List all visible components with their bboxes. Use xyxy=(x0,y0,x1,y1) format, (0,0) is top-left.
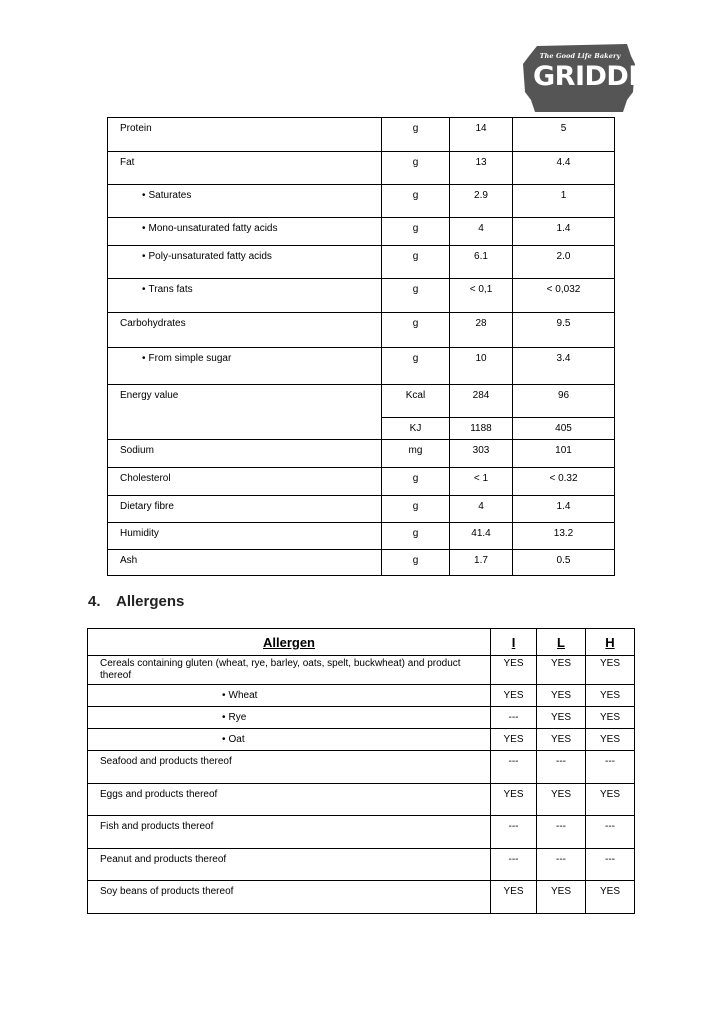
nutrient-row xyxy=(108,118,615,152)
nutrient-unit: g xyxy=(382,313,450,348)
nutrient-value-per-portion: 3.4 xyxy=(513,348,615,385)
allergen-presence-h: YES xyxy=(586,784,635,816)
section-title: Allergens xyxy=(116,593,185,610)
nutrient-unit: g xyxy=(382,279,450,313)
nutrient-value-per-portion: 1.4 xyxy=(513,496,615,523)
bullet-icon: • xyxy=(222,712,226,723)
nutrient-label xyxy=(108,152,382,185)
allergen-presence-i: --- xyxy=(491,707,537,729)
nutrient-name: Dietary fibre xyxy=(120,501,174,512)
allergen-presence-h: YES xyxy=(586,656,635,685)
nutrient-name: Trans fats xyxy=(148,284,193,295)
allergen-table xyxy=(87,628,635,914)
allergen-name: Seafood and products thereof xyxy=(100,756,232,767)
allergen-name: Fish and products thereof xyxy=(100,821,214,832)
allergen-label xyxy=(88,849,491,881)
allergen-presence-l: --- xyxy=(537,816,586,849)
allergen-row xyxy=(88,881,635,914)
allergen-presence-l: YES xyxy=(537,729,586,751)
nutrient-value-per-portion: 101 xyxy=(513,440,615,468)
allergen-presence-i: --- xyxy=(491,849,537,881)
nutrient-label xyxy=(108,550,382,576)
energy-kj-per-portion: 405 xyxy=(513,418,615,440)
nutrient-label xyxy=(108,218,382,246)
nutrient-row xyxy=(108,185,615,218)
nutrient-value-per-100g: 13 xyxy=(450,152,513,185)
nutrient-name: Fat xyxy=(120,157,135,168)
allergen-label xyxy=(88,685,491,707)
allergen-presence-l: YES xyxy=(537,707,586,729)
allergen-row xyxy=(88,751,635,784)
nutrient-value-per-100g: 6.1 xyxy=(450,246,513,279)
nutrient-label xyxy=(108,468,382,496)
allergen-row xyxy=(88,707,635,729)
nutrient-unit: g xyxy=(382,348,450,385)
nutrient-name: Saturates xyxy=(148,190,192,201)
nutrient-unit: g xyxy=(382,496,450,523)
allergen-presence-l: YES xyxy=(537,784,586,816)
allergen-row xyxy=(88,849,635,881)
section-number: 4. xyxy=(88,593,101,610)
nutrient-value-per-100g: 4 xyxy=(450,218,513,246)
nutrient-label xyxy=(108,440,382,468)
allergen-presence-l: YES xyxy=(537,881,586,914)
allergen-presence-h: --- xyxy=(586,816,635,849)
allergen-header-allergen: Allergen xyxy=(88,629,491,656)
nutrient-row xyxy=(108,152,615,185)
allergen-header-row xyxy=(88,629,635,656)
nutrient-name: Cholesterol xyxy=(120,473,171,484)
allergen-name: Peanut and products thereof xyxy=(100,854,227,865)
nutrition-table xyxy=(107,117,615,576)
allergen-header-i: I xyxy=(491,629,537,656)
allergen-presence-h: --- xyxy=(586,849,635,881)
bullet-icon: • xyxy=(142,353,146,364)
energy-kcal-per-portion: 96 xyxy=(513,385,615,418)
allergen-presence-h: YES xyxy=(586,881,635,914)
nutrient-label xyxy=(108,313,382,348)
allergen-label xyxy=(88,729,491,751)
allergen-presence-i: --- xyxy=(491,816,537,849)
section-heading xyxy=(88,593,184,610)
nutrient-value-per-portion: 1 xyxy=(513,185,615,218)
nutrient-value-per-portion: 4.4 xyxy=(513,152,615,185)
allergen-presence-i: YES xyxy=(491,729,537,751)
allergen-name: Wheat xyxy=(228,690,258,701)
allergen-row xyxy=(88,729,635,751)
logo-brand: GRIDDLE xyxy=(533,61,663,92)
bullet-icon: • xyxy=(142,190,146,201)
nutrient-row xyxy=(108,246,615,279)
bullet-icon: • xyxy=(142,223,146,234)
nutrient-row xyxy=(108,313,615,348)
energy-kj-per-100g: 1188 xyxy=(450,418,513,440)
allergen-header-h: H xyxy=(586,629,635,656)
allergen-row xyxy=(88,656,635,685)
griddle-logo xyxy=(523,42,663,114)
energy-unit-kj: KJ xyxy=(382,418,450,440)
nutrient-unit: g xyxy=(382,468,450,496)
allergen-presence-h: YES xyxy=(586,707,635,729)
nutrient-unit: g xyxy=(382,152,450,185)
nutrient-unit: g xyxy=(382,118,450,152)
nutrient-value-per-portion: 2.0 xyxy=(513,246,615,279)
nutrient-unit: g xyxy=(382,550,450,576)
nutrient-label xyxy=(108,385,382,440)
allergen-presence-h: YES xyxy=(586,729,635,751)
allergen-name: Rye xyxy=(228,712,247,723)
allergen-presence-h: --- xyxy=(586,751,635,784)
allergen-presence-i: YES xyxy=(491,685,537,707)
bullet-icon: • xyxy=(142,284,146,295)
allergen-label xyxy=(88,656,491,685)
allergen-presence-i: YES xyxy=(491,881,537,914)
nutrient-value-per-portion: 13.2 xyxy=(513,523,615,550)
nutrient-name: Poly-unsaturated fatty acids xyxy=(148,251,272,262)
allergen-name: Cereals containing gluten (wheat, rye, barley, oats, spelt, buckwheat) and product thereof xyxy=(100,658,461,681)
allergen-row xyxy=(88,784,635,816)
allergen-name: Soy beans of products thereof xyxy=(100,886,234,897)
nutrient-value-per-100g: 303 xyxy=(450,440,513,468)
nutrient-name: Ash xyxy=(120,555,138,566)
nutrient-name: Mono-unsaturated fatty acids xyxy=(148,223,278,234)
allergen-presence-l: YES xyxy=(537,656,586,685)
nutrient-value-per-100g: < 1 xyxy=(450,468,513,496)
nutrient-value-per-100g: 10 xyxy=(450,348,513,385)
bullet-icon: • xyxy=(142,251,146,262)
allergen-label xyxy=(88,784,491,816)
energy-kcal-per-100g: 284 xyxy=(450,385,513,418)
allergen-header-l: L xyxy=(537,629,586,656)
nutrient-label xyxy=(108,348,382,385)
nutrient-unit: g xyxy=(382,246,450,279)
nutrient-value-per-100g: 1.7 xyxy=(450,550,513,576)
allergen-presence-l: --- xyxy=(537,849,586,881)
nutrient-value-per-100g: 41.4 xyxy=(450,523,513,550)
nutrient-label xyxy=(108,496,382,523)
nutrient-row xyxy=(108,523,615,550)
nutrient-value-per-100g: 2.9 xyxy=(450,185,513,218)
nutrient-label xyxy=(108,523,382,550)
nutrient-name: From simple sugar xyxy=(148,353,232,364)
nutrient-label xyxy=(108,185,382,218)
nutrient-value-per-portion: < 0,032 xyxy=(513,279,615,313)
nutrient-name: Energy value xyxy=(120,390,179,401)
allergen-presence-l: YES xyxy=(537,685,586,707)
allergen-label xyxy=(88,881,491,914)
nutrient-row xyxy=(108,468,615,496)
nutrient-name: Protein xyxy=(120,123,152,134)
nutrient-name: Humidity xyxy=(120,528,159,539)
allergen-label xyxy=(88,816,491,849)
allergen-presence-i: YES xyxy=(491,784,537,816)
nutrient-name: Carbohydrates xyxy=(120,318,186,329)
nutrient-value-per-portion: 1.4 xyxy=(513,218,615,246)
allergen-presence-i: YES xyxy=(491,656,537,685)
allergen-presence-i: --- xyxy=(491,751,537,784)
nutrient-row xyxy=(108,550,615,576)
nutrient-value-per-portion: 0.5 xyxy=(513,550,615,576)
nutrient-unit: mg xyxy=(382,440,450,468)
allergen-presence-h: YES xyxy=(586,685,635,707)
energy-row-kcal xyxy=(108,385,615,418)
allergen-row xyxy=(88,816,635,849)
allergen-label xyxy=(88,707,491,729)
nutrient-label xyxy=(108,118,382,152)
nutrient-row xyxy=(108,218,615,246)
nutrient-value-per-portion: 5 xyxy=(513,118,615,152)
nutrient-value-per-100g: 4 xyxy=(450,496,513,523)
nutrient-label xyxy=(108,279,382,313)
allergen-label xyxy=(88,751,491,784)
bullet-icon: • xyxy=(222,734,226,745)
logo-tagline: The Good Life Bakery xyxy=(539,52,621,60)
nutrient-row xyxy=(108,496,615,523)
allergen-name: Oat xyxy=(228,734,245,745)
nutrient-label xyxy=(108,246,382,279)
nutrient-row xyxy=(108,348,615,385)
nutrient-row xyxy=(108,279,615,313)
nutrient-unit: g xyxy=(382,523,450,550)
nutrient-unit: g xyxy=(382,218,450,246)
bullet-icon: • xyxy=(222,690,226,701)
allergen-row xyxy=(88,685,635,707)
nutrient-row xyxy=(108,440,615,468)
energy-unit-kcal: Kcal xyxy=(382,385,450,418)
allergen-name: Eggs and products thereof xyxy=(100,789,218,800)
nutrient-value-per-100g: 28 xyxy=(450,313,513,348)
nutrient-value-per-100g: < 0,1 xyxy=(450,279,513,313)
nutrient-name: Sodium xyxy=(120,445,154,456)
nutrient-value-per-portion: 9.5 xyxy=(513,313,615,348)
nutrient-value-per-100g: 14 xyxy=(450,118,513,152)
nutrient-value-per-portion: < 0.32 xyxy=(513,468,615,496)
allergen-presence-l: --- xyxy=(537,751,586,784)
nutrient-unit: g xyxy=(382,185,450,218)
